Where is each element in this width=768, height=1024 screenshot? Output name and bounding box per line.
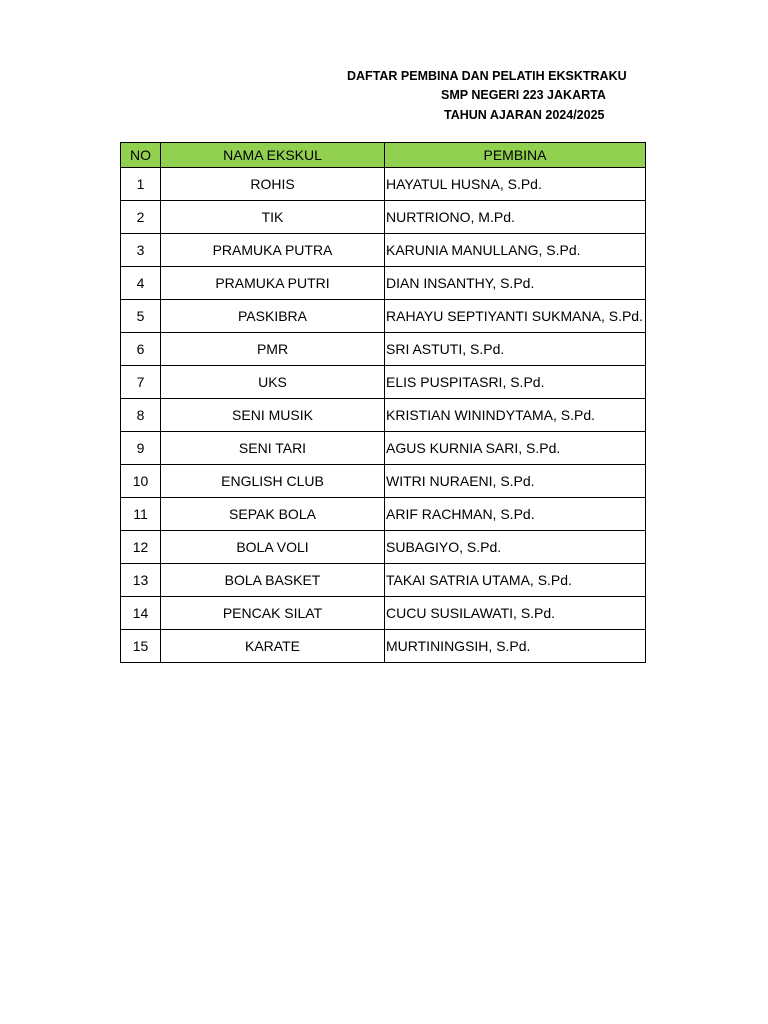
pembina-name: ELIS PUSPITASRI, S.Pd. <box>385 366 646 399</box>
ekskul-name: PMR <box>161 333 385 366</box>
table-row <box>121 234 646 267</box>
table-row <box>121 168 646 201</box>
table-row <box>121 564 646 597</box>
ekskul-name: SEPAK BOLA <box>161 498 385 531</box>
row-number: 12 <box>121 531 161 564</box>
row-number: 10 <box>121 465 161 498</box>
pembina-name: DIAN INSANTHY, S.Pd. <box>385 267 646 300</box>
row-number: 3 <box>121 234 161 267</box>
document-title: DAFTAR PEMBINA DAN PELATIH EKSKTRAKU <box>347 69 627 83</box>
academic-year: TAHUN AJARAN 2024/2025 <box>444 108 605 122</box>
row-number: 4 <box>121 267 161 300</box>
school-name: SMP NEGERI 223 JAKARTA <box>441 88 606 102</box>
row-number: 1 <box>121 168 161 201</box>
row-number: 6 <box>121 333 161 366</box>
pembina-name: MURTININGSIH, S.Pd. <box>385 630 646 663</box>
pembina-name: TAKAI SATRIA UTAMA, S.Pd. <box>385 564 646 597</box>
column-header-ekskul: NAMA EKSKUL <box>161 143 385 168</box>
ekskul-name: BOLA VOLI <box>161 531 385 564</box>
pembina-name: RAHAYU SEPTIYANTI SUKMANA, S.Pd. <box>385 300 646 333</box>
table-row <box>121 300 646 333</box>
pembina-name: AGUS KURNIA SARI, S.Pd. <box>385 432 646 465</box>
pembina-name: WITRI NURAENI, S.Pd. <box>385 465 646 498</box>
ekskul-name: PASKIBRA <box>161 300 385 333</box>
row-number: 8 <box>121 399 161 432</box>
pembina-name: SUBAGIYO, S.Pd. <box>385 531 646 564</box>
row-number: 14 <box>121 597 161 630</box>
ekskul-name: PENCAK SILAT <box>161 597 385 630</box>
column-header-pembina: PEMBINA <box>385 143 646 168</box>
pembina-table <box>120 142 646 663</box>
ekskul-name: UKS <box>161 366 385 399</box>
table-row <box>121 465 646 498</box>
ekskul-name: TIK <box>161 201 385 234</box>
pembina-name: SRI ASTUTI, S.Pd. <box>385 333 646 366</box>
pembina-name: KRISTIAN WININDYTAMA, S.Pd. <box>385 399 646 432</box>
ekskul-name: ENGLISH CLUB <box>161 465 385 498</box>
pembina-name: KARUNIA MANULLANG, S.Pd. <box>385 234 646 267</box>
table-row <box>121 366 646 399</box>
pembina-name: NURTRIONO, M.Pd. <box>385 201 646 234</box>
row-number: 7 <box>121 366 161 399</box>
column-header-no: NO <box>121 143 161 168</box>
row-number: 5 <box>121 300 161 333</box>
table-row <box>121 432 646 465</box>
table-row <box>121 399 646 432</box>
table-row <box>121 597 646 630</box>
pembina-name: HAYATUL HUSNA, S.Pd. <box>385 168 646 201</box>
ekskul-name: SENI TARI <box>161 432 385 465</box>
table-row <box>121 498 646 531</box>
table-row <box>121 267 646 300</box>
ekskul-name: KARATE <box>161 630 385 663</box>
pembina-name: ARIF RACHMAN, S.Pd. <box>385 498 646 531</box>
row-number: 9 <box>121 432 161 465</box>
row-number: 11 <box>121 498 161 531</box>
row-number: 15 <box>121 630 161 663</box>
table-row <box>121 630 646 663</box>
ekskul-name: SENI MUSIK <box>161 399 385 432</box>
ekskul-name: PRAMUKA PUTRI <box>161 267 385 300</box>
pembina-name: CUCU SUSILAWATI, S.Pd. <box>385 597 646 630</box>
row-number: 2 <box>121 201 161 234</box>
table-row <box>121 333 646 366</box>
row-number: 13 <box>121 564 161 597</box>
ekskul-name: BOLA BASKET <box>161 564 385 597</box>
table-row <box>121 531 646 564</box>
table-body <box>121 168 646 663</box>
table-header-row <box>121 143 646 168</box>
table-row <box>121 201 646 234</box>
ekskul-name: PRAMUKA PUTRA <box>161 234 385 267</box>
ekskul-name: ROHIS <box>161 168 385 201</box>
